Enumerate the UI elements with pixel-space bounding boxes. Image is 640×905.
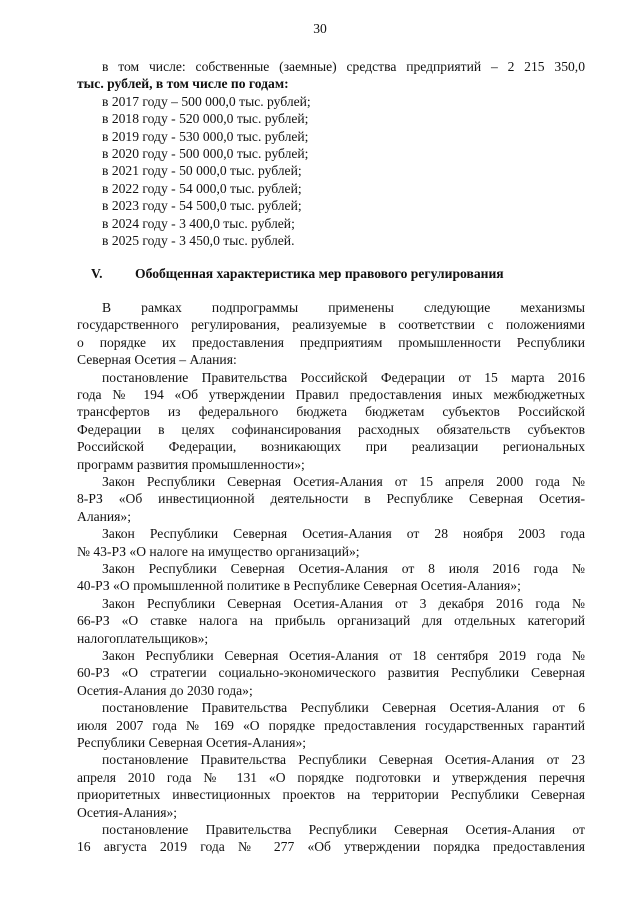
section-heading [77,265,585,282]
text-line: В рамках подпрограммы применены следующие механизмы [102,299,585,315]
paragraph [77,647,585,699]
text-line: Осетия-Алания»; [77,804,178,820]
text-line: приоритетных инвестиционных проектов на территории Республики Северная [77,787,585,803]
text-line: государственного регулирования, реализуемые в соответствии с положениями [77,317,585,333]
paragraph [77,299,585,369]
text-line: программ развития промышленности»; [77,456,305,472]
text-line: постановление Правительства Российской Федерации от 15 марта 2016 [102,369,585,385]
text-line: 16 августа 2019 года № 277 «Об утверждении порядка предоставления [77,839,585,855]
text-line: 40-РЗ «О промышленной политике в Республике Северная Осетия-Алания»; [77,578,521,594]
text-line: июля 2007 года № 169 «О порядке предоставления государственных гарантий [77,717,585,733]
text-line: постановление Правительства Республики Северная Осетия-Алания от 23 [102,752,585,768]
funding-intro-line-bold: тыс. рублей, в том числе по годам: [77,76,289,92]
text-line: Закон Республики Северная Осетия-Алания от 18 сентября 2019 года № [102,648,585,663]
text-line: 8-РЗ «Об инвестиционной деятельности в Республике Северная Осетия- [77,491,585,507]
text-line: Северная Осетия – Алания: [77,352,237,368]
funding-year-line: в 2017 году – 500 000,0 тыс. рублей; [102,93,311,109]
text-line: 66-РЗ «О ставке налога на прибыль организаций для отдельных категорий [77,613,585,629]
funding-year-line: в 2019 году - 530 000,0 тыс. рублей; [102,128,309,144]
funding-year-line: в 2020 году - 500 000,0 тыс. рублей; [102,146,309,162]
paragraph [77,821,585,856]
text-line: постановление Правительства Республики Северная Осетия-Алания от 6 [102,700,585,716]
section-number: V. [91,266,103,282]
text-line: Закон Республики Северная Осетия-Алания от 28 ноября 2003 года [102,526,585,542]
text-line: Закон Республики Северная Осетия-Алания от 8 июля 2016 года № [102,560,585,576]
document-body [77,58,585,856]
text-line: 60-РЗ «О стратегии социально-экономического развития Республики Северная [77,665,585,681]
text-line: Алания»; [77,508,132,524]
paragraph [77,751,585,821]
text-line: постановление Правительства Республики Северная Осетия-Алания от [102,822,585,838]
text-line: Закон Республики Северная Осетия-Алания от 3 декабря 2016 года № [102,595,585,611]
text-line: Осетия-Алания до 2030 года»; [77,682,253,698]
funding-year-line: в 2025 году - 3 450,0 тыс. рублей. [102,233,295,249]
text-line: года № 194 «Об утверждении Правил предоставления иных межбюджетных [77,386,585,402]
text-line: Федерации в целях софинансирования расходных обязательств субъектов [77,421,585,437]
funding-year-line: в 2024 году - 3 400,0 тыс. рублей; [102,215,295,231]
paragraph [77,699,585,751]
section-title: Обобщенная характеристика мер правового регулирования [135,266,504,282]
funding-year-line: в 2022 году - 54 000,0 тыс. рублей; [102,180,302,196]
funding-year-line: в 2021 году - 50 000,0 тыс. рублей; [102,163,302,179]
text-line: налогоплательщиков»; [77,630,209,646]
text-line: о порядке их предоставления предприятиям промышленности Республики [77,334,585,350]
funding-block [77,58,585,249]
paragraph [77,473,585,525]
paragraph [77,560,585,595]
funding-intro-line: в том числе: собственные (заемные) средства предприятий – 2 215 350,0 [102,59,585,74]
text-line: Республики Северная Осетия-Алания»; [77,735,307,751]
paragraph [77,525,585,560]
page-number: 30 [313,21,327,36]
text-line: Российской Федерации, возникающих при реализации региональных [77,439,585,455]
funding-year-line: в 2018 году - 520 000,0 тыс. рублей; [102,111,309,127]
paragraph [77,369,585,473]
text-line: № 43-РЗ «О налоге на имущество организаций»; [77,543,360,559]
paragraph [77,595,585,647]
text-line: апреля 2010 года № 131 «О порядке подготовки и утверждения перечня [77,769,585,785]
text-line: трансфертов из федерального бюджета бюджетам субъектов Российской [77,404,585,420]
regulation-list [77,299,585,856]
funding-year-line: в 2023 году - 54 500,0 тыс. рублей; [102,198,302,214]
text-line: Закон Республики Северная Осетия-Алания от 15 апреля 2000 года № [102,473,585,489]
